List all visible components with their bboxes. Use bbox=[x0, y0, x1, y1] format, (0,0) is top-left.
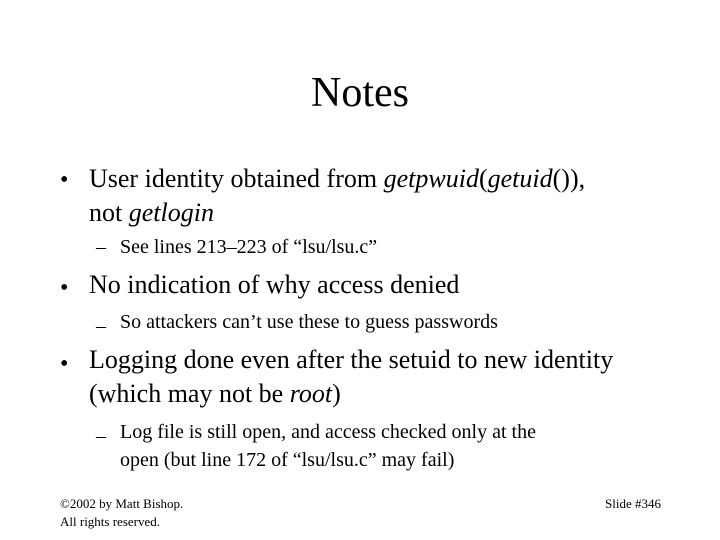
copyright-line: All rights reserved. bbox=[60, 514, 161, 529]
bullet-1-italic-getlogin: getlogin bbox=[128, 198, 214, 227]
bullet-3-text bbox=[89, 343, 689, 411]
bullet-2-sub: So attackers can’t use these to guess passwords bbox=[120, 311, 498, 333]
bullet-1-text-part: not bbox=[89, 198, 129, 227]
bullet-3-italic-root: root bbox=[289, 379, 333, 408]
bullet-1-italic-getpwuid: getpwuid bbox=[383, 164, 479, 193]
footer-copyright bbox=[60, 495, 183, 531]
bullet-3-text-part: Logging done even after the setuid to new identity bbox=[89, 345, 614, 374]
bullet-3-sub bbox=[120, 418, 680, 474]
bullet-marker: • bbox=[60, 351, 69, 377]
bullet-3-sub-line: Log file is still open, and access checked only at the bbox=[120, 421, 536, 443]
bullet-3-sub-line: open (but line 172 of “lsu/lsu.c” may fail) bbox=[120, 449, 455, 471]
bullet-marker: • bbox=[60, 275, 69, 301]
bullet-3-text-part: (which may not be bbox=[89, 379, 290, 408]
slide-number: Slide #346 bbox=[605, 496, 661, 511]
bullet-1-text-part: ()), bbox=[552, 164, 586, 193]
bullet-3-text-part: ) bbox=[332, 379, 341, 408]
slide-title: Notes bbox=[311, 70, 409, 116]
bullet-1-sub: See lines 213–223 of “lsu/lsu.c” bbox=[120, 236, 378, 258]
copyright-line: ©2002 by Matt Bishop. bbox=[60, 496, 184, 511]
bullet-1-italic-getuid: getuid bbox=[487, 164, 553, 193]
sub-bullet-marker: – bbox=[96, 315, 106, 337]
bullet-1-text bbox=[89, 162, 689, 230]
bullet-marker: • bbox=[60, 167, 69, 193]
sub-bullet-marker: – bbox=[96, 236, 106, 258]
bullet-1-text-part: User identity obtained from bbox=[89, 164, 384, 193]
sub-bullet-marker: – bbox=[96, 425, 106, 447]
bullet-1-text-part: ( bbox=[478, 164, 488, 193]
bullet-2-text: No indication of why access denied bbox=[89, 270, 460, 299]
